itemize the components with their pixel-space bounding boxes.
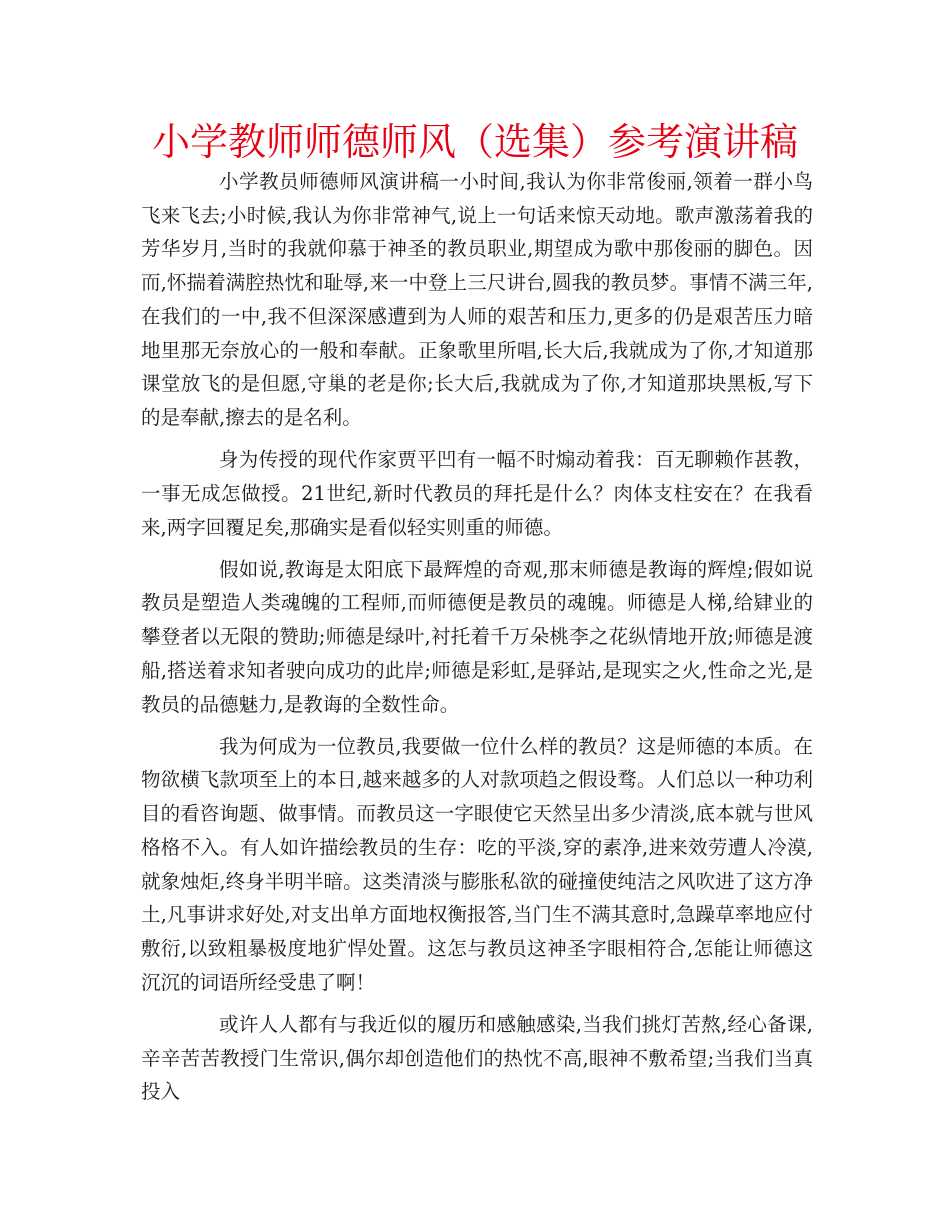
paragraph-4: 我为何成为一位教员,我要做一位什么样的教员？这是师德的本质。在物欲横飞款项至上的本日,越来越多的人对款项趋之假设骛。人们总以一种功利目的看咨询题、做事情。而教员这一字眼使它天然呈出多少清淡,底本就与世风格格不入。有人如许描绘教员的生存：吃的平淡,穿的素净,进来效劳遭人冷漠,就象烛炬,终身半明半暗。这类清淡与膨胀私欲的碰撞使纯洁之风吹进了这方净土,凡事讲求好处,对支出单方面地权衡报答,当门生不满其意时,急躁草率地应付敷衍,以致粗暴极度地犷悍处置。这怎与教员这神圣字眼相符合,怎能让师德这沉沉的词语所经受患了啊！	[141, 734, 813, 994]
document-title: 小学教师师德师风（选集）参考演讲稿	[151, 120, 798, 164]
paragraph-5: 或许人人都有与我近似的履历和感触感染,当我们挑灯苦熬,经心备课,辛辛苦苦教授门生常识,偶尔却创造他们的热忱不高,眼神不敷希望;当我们当真投入	[141, 1012, 813, 1104]
paragraph-1: 小学教员师德师风演讲稿一小时间,我认为你非常俊丽,领着一群小鸟飞来飞去;小时候,我认为你非常神气,说上一句话来惊天动地。歌声激荡着我的芳华岁月,当时的我就仰慕于神圣的教员职业,期望成为歌中那俊丽的脚色。因而,怀揣着满腔热忱和耻辱,来一中登上三尺讲台,圆我的教员梦。事情不满三年,在我们的一中,我不但深深感遭到为人师的艰苦和压力,更多的仍是艰苦压力暗地里那无奈放心的一般和奉献。正象歌里所唱,长大后,我就成为了你,才知道那课堂放飞的是但愿,守巢的老是你;长大后,我就成为了你,才知道那块黑板,写下的是奉献,擦去的是名利。	[141, 170, 813, 429]
document-body	[141, 165, 813, 1109]
paragraph-3: 假如说,教诲是太阳底下最辉煌的奇观,那末师德是教诲的辉煌;假如说教员是塑造人类魂魄的工程师,而师德便是教员的魂魄。师德是人梯,给肄业的攀登者以无限的赞助;师德是绿叶,衬托着千万朵桃李之花纵情地开放;师德是渡船,搭送着求知者驶向成功的此岸;师德是彩虹,是驿站,是现实之火,性命之光,是教员的品德魅力,是教诲的全数性命。	[141, 557, 813, 716]
paragraph-2: 身为传授的现代作家贾平凹有一幅不时煽动着我：百无聊赖作甚教，一事无成怎做授。21世纪,新时代教员的拜托是什么？肉体支柱安在？在我看来,两字回覆足矣,那确实是看似轻实则重的师德。	[141, 448, 813, 539]
